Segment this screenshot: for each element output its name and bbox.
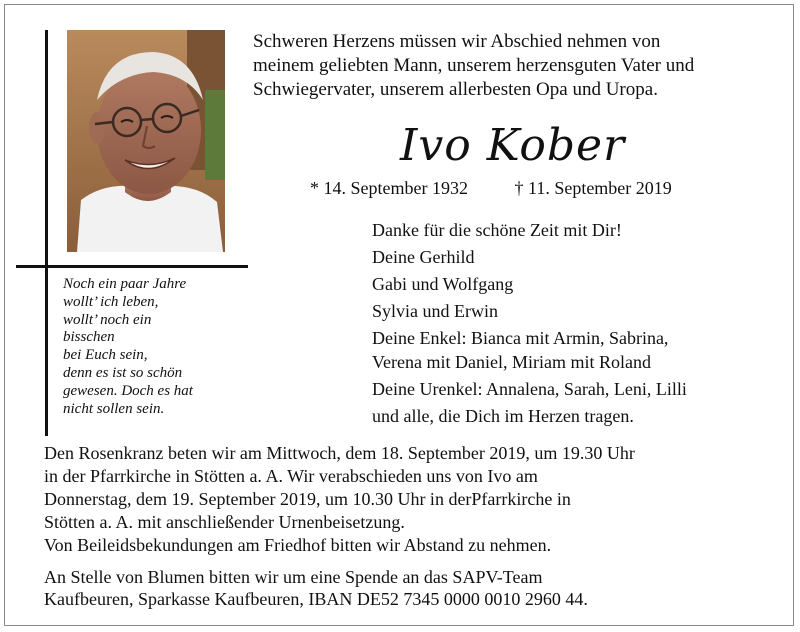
mourner-line: und alle, die Dich im Herzen tragen. xyxy=(372,406,634,426)
donation-info xyxy=(44,566,784,610)
mourner-line: Deine Urenkel: Annalena, Sarah, Leni, Lilli xyxy=(372,379,687,399)
intro-line: meinem geliebten Mann, unserem herzensguten Vater und xyxy=(253,55,695,76)
mourner-line: Verena mit Daniel, Miriam mit Roland xyxy=(372,352,651,372)
mourner-line: Deine Enkel: Bianca mit Armin, Sabrina, xyxy=(372,328,669,348)
list-item xyxy=(372,272,782,296)
mourner-line: Gabi und Wolfgang xyxy=(372,274,514,294)
birth-date: * 14. September 1932 xyxy=(310,178,468,198)
mourners-list xyxy=(372,218,782,431)
life-dates xyxy=(310,177,672,199)
intro-text xyxy=(253,30,783,102)
poem-line: bei Euch sein, xyxy=(63,347,148,364)
list-item xyxy=(372,245,782,269)
intro-line: Schweren Herzens müssen wir Abschied nehmen von xyxy=(253,31,661,52)
list-item xyxy=(372,299,782,323)
list-item xyxy=(372,377,782,401)
cross-vertical-bar xyxy=(45,30,48,436)
portrait-photo xyxy=(67,30,225,252)
deceased-name: Ivo Kober xyxy=(400,120,626,171)
list-item xyxy=(372,404,782,428)
mourner-line: Deine Gerhild xyxy=(372,247,475,267)
poem-line: nicht sollen sein. xyxy=(63,400,165,417)
poem-line: Noch ein paar Jahre xyxy=(63,276,187,292)
service-line: Donnerstag, dem 19. September 2019, um 10.30 Uhr in derPfarrkirche in xyxy=(44,489,571,509)
service-line: Von Beileidsbekundungen am Friedhof bitten wir Abstand zu nehmen. xyxy=(44,535,552,555)
poem-line: wollt’ ich leben, xyxy=(63,293,159,310)
poem-line: gewesen. Doch es hat xyxy=(63,382,193,399)
list-item xyxy=(372,218,782,242)
service-line: Stötten a. A. mit anschließender Urnenbeisetzung. xyxy=(44,512,405,532)
service-info xyxy=(44,442,784,557)
service-line: Den Rosenkranz beten wir am Mittwoch, dem 18. September 2019, um 19.30 Uhr xyxy=(44,443,635,463)
intro-line: Schwiegervater, unserem allerbesten Opa und Uropa. xyxy=(253,79,658,100)
poem-line: denn es ist so schön xyxy=(63,364,183,381)
death-date: † 11. September 2019 xyxy=(514,178,672,198)
cross-horizontal-bar xyxy=(16,265,248,268)
poem-line: wollt’ noch ein xyxy=(63,311,152,328)
poem xyxy=(63,276,253,418)
service-line: in der Pfarrkirche in Stötten a. A. Wir verabschieden uns von Ivo am xyxy=(44,466,538,486)
donation-line: An Stelle von Blumen bitten wir um eine Spende an das SAPV-Team xyxy=(44,567,543,587)
portrait-illustration xyxy=(67,30,225,252)
poem-line: bisschen xyxy=(63,329,115,346)
list-item xyxy=(372,326,782,374)
mourner-line: Danke für die schöne Zeit mit Dir! xyxy=(372,220,622,240)
donation-line: Kaufbeuren, Sparkasse Kaufbeuren, IBAN DE52 7345 0000 0010 2960 44. xyxy=(44,589,588,609)
mourner-line: Sylvia und Erwin xyxy=(372,301,498,321)
